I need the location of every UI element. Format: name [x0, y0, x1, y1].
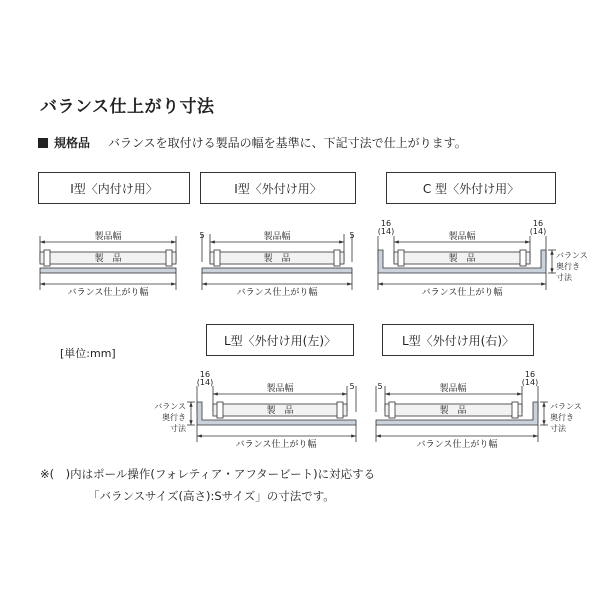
bracket	[217, 402, 223, 418]
dim-5: 5	[349, 382, 355, 391]
dim-5-right: 5	[349, 231, 355, 240]
product-label: 製 品	[266, 406, 294, 416]
dim-16-left: 16	[380, 219, 392, 228]
depth-label-1: バランス	[556, 251, 588, 260]
product-label: 製 品	[439, 406, 467, 416]
diagram-i-outer	[199, 230, 354, 298]
product-width-label: 製品幅	[439, 384, 467, 394]
note-line-2: 「バランスサイズ(高さ):Sサイズ」の寸法です。	[88, 489, 335, 503]
note-line-1: ※( )内はポール操作(フォレティア・アフタービート)に対応する	[40, 467, 376, 481]
dim-5-left: 5	[199, 231, 205, 240]
depth-label-3: 寸法	[170, 424, 186, 433]
page-title: バランス仕上がり寸法	[40, 97, 215, 117]
dim-5: 5	[377, 382, 383, 391]
dim-14-right: (14)	[529, 227, 547, 236]
product-width-label: 製品幅	[94, 232, 122, 242]
bracket	[214, 250, 220, 266]
balance-rail	[202, 268, 352, 273]
bracket	[520, 250, 526, 266]
balance-rail	[40, 268, 176, 273]
balance-width-label: バランス仕上がり幅	[421, 288, 503, 298]
bracket	[166, 250, 172, 266]
balance-width-label: バランス仕上がり幅	[235, 440, 317, 450]
product-width-label: 製品幅	[448, 232, 476, 242]
depth-label-3: 寸法	[550, 424, 566, 433]
type-label-c-outer: C 型〈外付け用〉	[386, 172, 556, 204]
dim-16: 16	[524, 370, 536, 379]
diagram-l-left	[154, 370, 356, 450]
diagram-l-right	[376, 370, 582, 450]
depth-label-2: 奥行き	[162, 413, 186, 422]
bracket	[512, 402, 518, 418]
dim-16: 16	[199, 370, 211, 379]
product-label: 製 品	[94, 254, 122, 264]
type-label-l-left: L型〈外付け用(左)〉	[206, 324, 354, 356]
type-label-l-right: L型〈外付け用(右)〉	[382, 324, 534, 356]
diagram-c-outer	[378, 219, 588, 298]
type-label-i-outer: I型〈外付け用〉	[200, 172, 356, 204]
bracket	[334, 250, 340, 266]
unit-label: [単位:mm]	[60, 347, 116, 360]
bracket	[337, 402, 343, 418]
depth-label-3: 寸法	[556, 273, 572, 282]
product-label: 製 品	[448, 254, 476, 264]
depth-label-1: バランス	[550, 402, 582, 411]
balance-width-label: バランス仕上がり幅	[236, 288, 318, 298]
dim-14: (14)	[196, 378, 214, 387]
balance-width-label: バランス仕上がり幅	[416, 440, 498, 450]
bracket	[44, 250, 50, 266]
bracket	[389, 402, 395, 418]
spec-text: バランスを取付ける製品の幅を基準に、下記寸法で仕上がります。	[108, 136, 467, 150]
dim-14: (14)	[521, 378, 539, 387]
type-label-i-inner: I型〈内付け用〉	[38, 172, 190, 204]
diagram-i-inner	[40, 230, 176, 298]
depth-label-2: 奥行き	[550, 413, 574, 422]
depth-label-1: バランス	[154, 402, 186, 411]
dim-16-right: 16	[532, 219, 544, 228]
bracket	[398, 250, 404, 266]
balance-width-label: バランス仕上がり幅	[67, 288, 149, 298]
spec-label: 規格品	[54, 136, 91, 150]
depth-label-2: 奥行き	[556, 262, 580, 271]
product-label: 製 品	[263, 254, 291, 264]
product-width-label: 製品幅	[266, 384, 294, 394]
dim-14-left: (14)	[377, 227, 395, 236]
product-width-label: 製品幅	[263, 232, 291, 242]
